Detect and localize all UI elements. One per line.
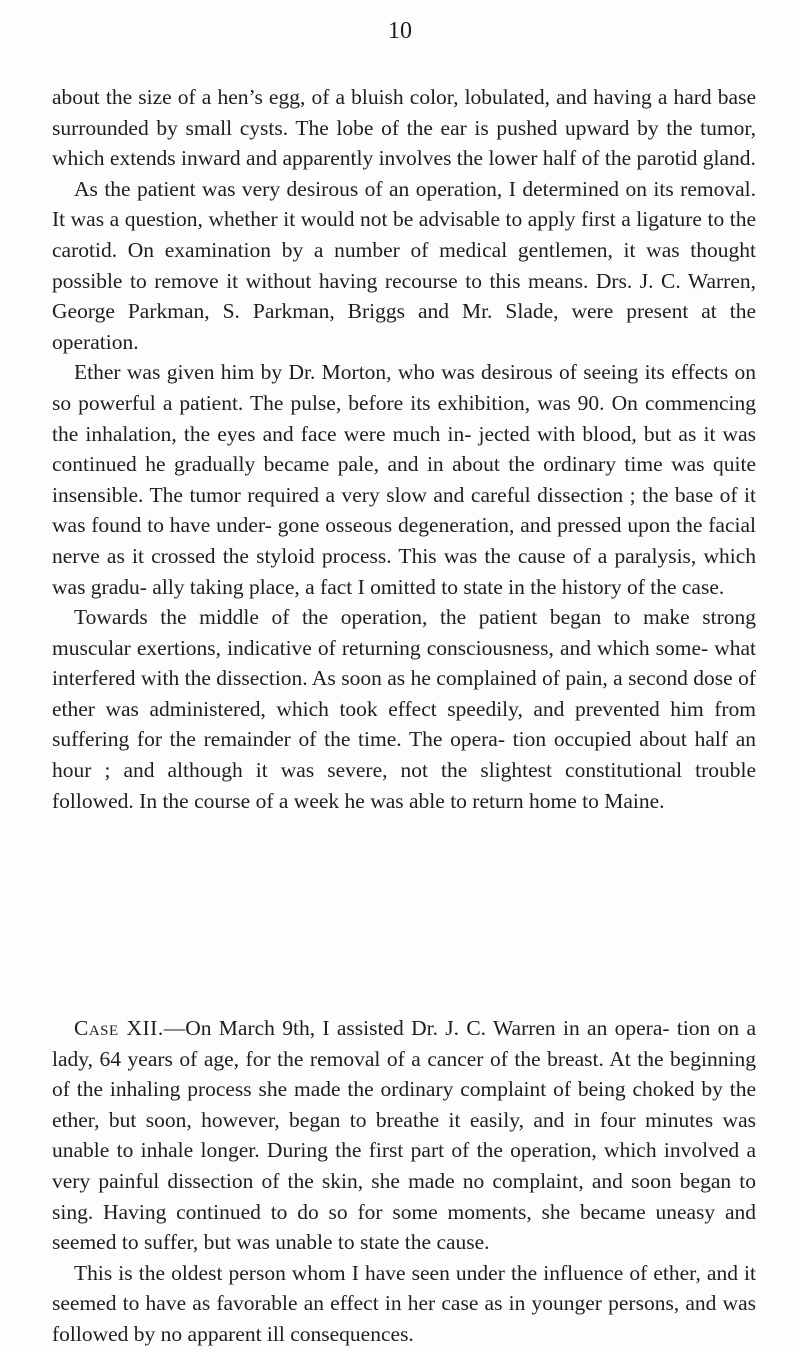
page-number: 10	[388, 18, 412, 44]
paragraph-ether-administration: Ether was given him by Dr. Morton, who was desirous of seeing its effects on so powerful a patient. The pulse, before its exhibition, was 90. On commencing the inhalation, the eyes and face were much in- jected with blood, but as it was continued he gradually became pale, and in about the ordinary time was quite insensible. The tumor required a very slow and careful dissection ; the base of it was found to have under- gone osseous degeneration, and pressed upon the facial nerve as it crossed the styloid process. This was the cause of a paralysis, which was gradu- ally taking place, a fact I omitted to state in the history of the case.	[52, 360, 756, 599]
body-text-upper	[52, 82, 756, 816]
case-text: —On March 9th, I assisted Dr. J. C. Warren in an opera- tion on a lady, 64 years of age, for the removal of a cancer of the breast. At the beginning of the inhaling process she made the ordinary complaint of being choked by the ether, but soon, however, began to breathe it easily, and in four minutes was unable to inhale longer. During the first part of the operation, which involved a very painful dissection of the skin, she made no complaint, and soon began to sing. Having continued to do so for some moments, she became uneasy and seemed to suffer, but was unable to state the cause.	[52, 1016, 756, 1255]
body-text-lower	[52, 1013, 756, 1350]
paragraph-closing: This is the oldest person whom I have seen under the influence of ether, and it seemed to have as favorable an effect in her case as in younger persons, and was followed by no apparent ill consequences.	[52, 1260, 756, 1346]
paragraph-tumor-description: about the size of a hen’s egg, of a bluish color, lobulated, and having a hard base surrounded by small cysts. The lobe of the ear is pushed upward by the tumor, which extends inward and apparently involves the lower half of the parotid gland.	[52, 85, 756, 171]
case-label: Case XII.	[74, 1016, 164, 1040]
paragraph-operation-progress: Towards the middle of the operation, the patient began to make strong muscular exertions, indicative of returning consciousness, and which some- what interfered with the dissection. As soon as he complained of pain, a second dose of ether was administered, which took effect speedily, and prevented him from suffering for the remainder of the time. The opera- tion occupied about half an hour ; and although it was severe, not the slightest constitutional trouble followed. In the course of a week he was able to return home to Maine.	[52, 605, 756, 813]
paragraph-case-xii	[52, 1013, 756, 1258]
paragraph-operation-decision: As the patient was very desirous of an operation, I determined on its removal. It was a question, whether it would not be advisable to apply first a ligature to the carotid. On examination by a number of medical gentlemen, it was thought possible to remove it without having recourse to this means. Drs. J. C. Warren, George Parkman, S. Parkman, Briggs and Mr. Slade, were present at the operation.	[52, 176, 756, 354]
